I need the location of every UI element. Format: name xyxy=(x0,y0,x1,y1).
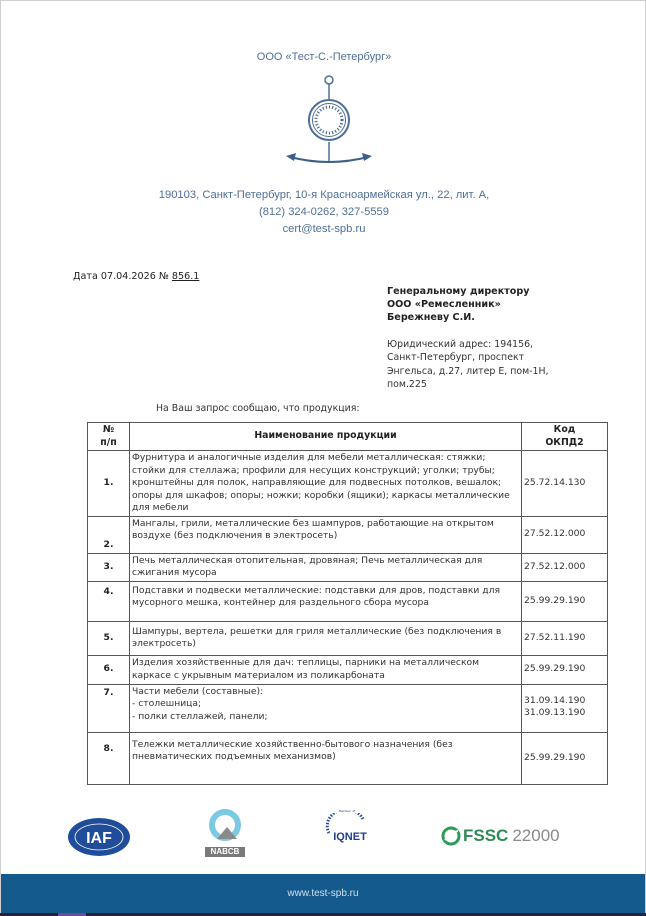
product-name: Шампуры, вертела, решетки для гриля металлические (без подключения в электросеть) xyxy=(130,621,522,655)
row-number: 2. xyxy=(88,516,130,553)
recipient-name: Бережневу С.И. xyxy=(387,312,475,323)
table-header-row xyxy=(88,423,608,451)
header-text: № xyxy=(102,424,115,435)
footer-bar xyxy=(1,874,645,913)
okpd2-code: 27.52.11.190 xyxy=(522,621,608,655)
company-address xyxy=(1,187,646,238)
column-header-code xyxy=(522,423,608,451)
row-number: 5. xyxy=(88,621,130,655)
compass-balance-logo-icon xyxy=(284,73,374,173)
intro-text: На Ваш запрос сообщаю, что продукция: xyxy=(156,403,360,414)
email-link[interactable]: cert@test-spb.ru xyxy=(282,223,366,235)
fssc-number: 22000 xyxy=(512,826,560,845)
header-text: ОКПД2 xyxy=(545,436,584,448)
phone-line: (812) 324-0262, 327-5559 xyxy=(258,206,389,218)
okpd2-code: 27.52.12.000 xyxy=(522,516,608,553)
iaf-logo-icon xyxy=(67,817,131,857)
product-name: Тележки металлические хозяйственно-бытового назначения (без пневматических подъемных механизмов) xyxy=(130,732,522,784)
row-number: 4. xyxy=(88,581,130,621)
table-row xyxy=(88,516,608,553)
column-header-name: Наименование продукции xyxy=(130,423,522,451)
product-name-line: - полки стеллажей, панели; xyxy=(132,710,268,722)
fssc-label: FSSC xyxy=(463,826,509,845)
recipient-company: ООО «Ремесленник» xyxy=(387,299,501,310)
okpd2-code-line: 31.09.14.190 xyxy=(524,694,586,706)
legal-address-line: Санкт-Петербург, проспект xyxy=(387,352,525,364)
company-name: ООО «Тест-С.-Петербург» xyxy=(256,51,392,63)
iqnet-member-label: Member of xyxy=(338,809,356,813)
table-row xyxy=(88,655,608,684)
row-number: 6. xyxy=(88,655,130,684)
legal-address-line: пом.225 xyxy=(387,378,427,390)
fssc-logo-icon xyxy=(441,825,560,847)
legal-address xyxy=(387,338,567,391)
header-text: п/п xyxy=(100,436,117,448)
nabcb-label: NABCB xyxy=(205,847,245,857)
accreditation-logos xyxy=(1,809,646,864)
product-name: Фурнитура и аналогичные изделия для мебели металлическая: стяжки; стойки для стеллажа; профили для несущих конструкций; уголки; трубы; кронштейны для полок, направляющие для подвесных потолков, вешалок; опоры для шкафов; опоры; ножки; коробки (ящики); каркасы металлические для мебели xyxy=(130,451,522,517)
row-number: 7. xyxy=(88,684,130,732)
okpd2-code xyxy=(522,684,608,732)
recipient-block xyxy=(387,285,529,324)
okpd2-code: 25.72.14.130 xyxy=(522,451,608,517)
date-and-number xyxy=(73,271,199,282)
products-table xyxy=(87,422,608,785)
product-name: Печь металлическая отопительная, дровяная; Печь металлическая для сжигания мусора xyxy=(130,553,522,581)
okpd2-code: 27.52.12.000 xyxy=(522,553,608,581)
date-text: Дата 07.04.2026 № xyxy=(73,271,172,282)
row-number: 1. xyxy=(88,451,130,517)
product-name: Мангалы, грили, металлические без шампуров, работающие на открытом воздухе (без подключения в электросеть) xyxy=(130,516,522,553)
nabcb-logo-icon xyxy=(205,809,245,857)
recipient-title: Генеральному директору xyxy=(387,286,530,297)
column-header-number xyxy=(88,423,130,451)
product-name-line: - столешница; xyxy=(132,698,202,709)
table-row xyxy=(88,451,608,517)
legal-address-line: Юридический адрес: 194156, xyxy=(387,339,534,350)
address-line: 190103, Санкт-Петербург, 10-я Красноармейская ул., 22, лит. А, xyxy=(158,189,490,201)
okpd2-code: 25.99.29.190 xyxy=(522,732,608,784)
legal-address-line: Энгельса, д.27, литер Е, пом-1Н, xyxy=(387,365,549,377)
product-name: Подставки и подвески металлические: подставки для дров, подставки для мусорного мешка, контейнер для раздельного сбора мусора xyxy=(130,581,522,621)
okpd2-code: 25.99.29.190 xyxy=(522,581,608,621)
table-row xyxy=(88,553,608,581)
iqnet-label: IQNET xyxy=(333,831,367,843)
okpd2-code: 25.99.29.190 xyxy=(522,655,608,684)
product-name: Изделия хозяйственные для дач: теплицы, парники на металлическом каркасе с укрывным материалом из поликарбоната xyxy=(130,655,522,684)
website-link[interactable]: www.test-spb.ru xyxy=(287,888,359,899)
table-row xyxy=(88,684,608,732)
table-row xyxy=(88,621,608,655)
okpd2-code-line: 31.09.13.190 xyxy=(524,707,586,718)
table-row xyxy=(88,581,608,621)
svg-text:IAF: IAF xyxy=(86,830,112,847)
table-row xyxy=(88,732,608,784)
letter-number: 856.1 xyxy=(171,271,200,282)
product-name xyxy=(130,684,522,732)
row-number: 3. xyxy=(88,553,130,581)
row-number: 8. xyxy=(88,732,130,784)
iqnet-logo-icon xyxy=(323,809,371,857)
header-text: Код xyxy=(553,424,576,435)
product-name-line: Части мебели (составные): xyxy=(132,685,264,697)
